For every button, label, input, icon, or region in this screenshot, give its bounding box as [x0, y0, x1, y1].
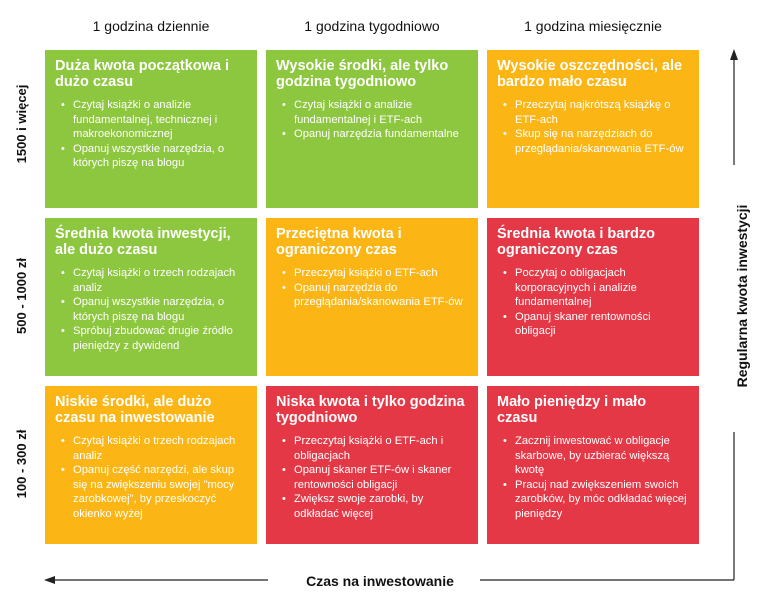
- list-item: • Poczytaj o obligacjach korporacyjnych i analizie fundamentalnej: [515, 266, 689, 310]
- list-item: • Czytaj książki o trzech rodzajach analiz: [73, 266, 247, 295]
- cell-title: Mało pieniędzy i mało czasu: [497, 394, 647, 426]
- list-item: • Przeczytaj książki o ETF-ach: [294, 266, 468, 281]
- list-item: • Czytaj książki o analizie fundamentalnej i ETF-ach: [294, 98, 468, 127]
- row-label-medium: 500 - 1000 zł: [14, 258, 29, 334]
- list-item: • Opanuj wszystkie narzędzia, o których piszę na blogu: [73, 142, 247, 171]
- row-label-high: 1500 i więcej: [14, 84, 29, 164]
- list-item: • Opanuj wszystkie narzędzia, o których piszę na blogu: [73, 295, 247, 324]
- column-header-weekly: 1 godzina tygodniowo: [304, 18, 440, 34]
- list-item: • Opanuj skaner rentowności obligacji: [515, 310, 689, 339]
- list-item: • Opanuj skaner ETF-ów i skaner rentowności obligacji: [294, 463, 468, 492]
- list-item: • Przeczytaj najkrótszą książkę o ETF-ach: [515, 98, 689, 127]
- list-item: • Zacznij inwestować w obligacje skarbowe, by uzbierać większą kwotę: [515, 434, 689, 478]
- x-axis-label: Czas na inwestowanie: [306, 573, 454, 589]
- cell-title: Wysokie oszczędności, ale bardzo mało czasu: [497, 58, 683, 90]
- cell-title: Wysokie środki, ale tylko godzina tygodniowo: [276, 58, 449, 90]
- list-item: • Opanuj narzędzia do przeglądania/skanowania ETF-ów: [294, 281, 468, 310]
- axis-corner-line: [480, 432, 734, 580]
- column-header-daily: 1 godzina dziennie: [92, 18, 210, 34]
- column-header-monthly: 1 godzina miesięcznie: [524, 18, 662, 34]
- list-item: • Opanuj część narzędzi, ale skup się na zwiększeniu swojej "mocy zarobkowej", by przeskoczyć okienko wyżej: [73, 463, 247, 521]
- list-item: • Skup się na narzędziach do przeglądania/skanowania ETF-ów: [515, 127, 689, 156]
- arrow-left-icon: [44, 576, 268, 584]
- y-axis-label: Regularna kwota inwestycji: [734, 204, 750, 388]
- list-item: • Opanuj narzędzia fundamentalne: [294, 127, 468, 142]
- cell-title: Przeciętna kwota i ograniczony czas: [276, 226, 402, 258]
- list-item: • Czytaj książki o analizie fundamentalnej, technicznej i makroekonomicznej: [73, 98, 247, 142]
- list-item: • Przeczytaj książki o ETF-ach i obligacjach: [294, 434, 468, 463]
- row-label-low: 100 - 300 zł: [14, 429, 29, 499]
- cell-title: Średnia kwota i bardzo ograniczony czas: [497, 226, 655, 258]
- arrow-up-icon: [730, 49, 738, 165]
- cell-title: Niskie środki, ale dużo czasu na inwestowanie: [55, 394, 215, 426]
- cell-title: Niska kwota i tylko godzina tygodniowo: [276, 394, 465, 426]
- list-item: • Czytaj książki o trzech rodzajach analiz: [73, 434, 247, 463]
- list-item: • Spróbuj zbudować drugie źródło pieniędzy z dywidend: [73, 324, 247, 353]
- cell-title: Średnia kwota inwestycji, ale dużo czasu: [55, 226, 231, 258]
- cell-title: Duża kwota początkowa i dużo czasu: [55, 58, 230, 90]
- list-item: • Zwiększ swoje zarobki, by odkładać więcej: [294, 492, 468, 521]
- list-item: • Pracuj nad zwiększeniem swoich zarobków, by móc odkładać więcej pieniędzy: [515, 478, 689, 522]
